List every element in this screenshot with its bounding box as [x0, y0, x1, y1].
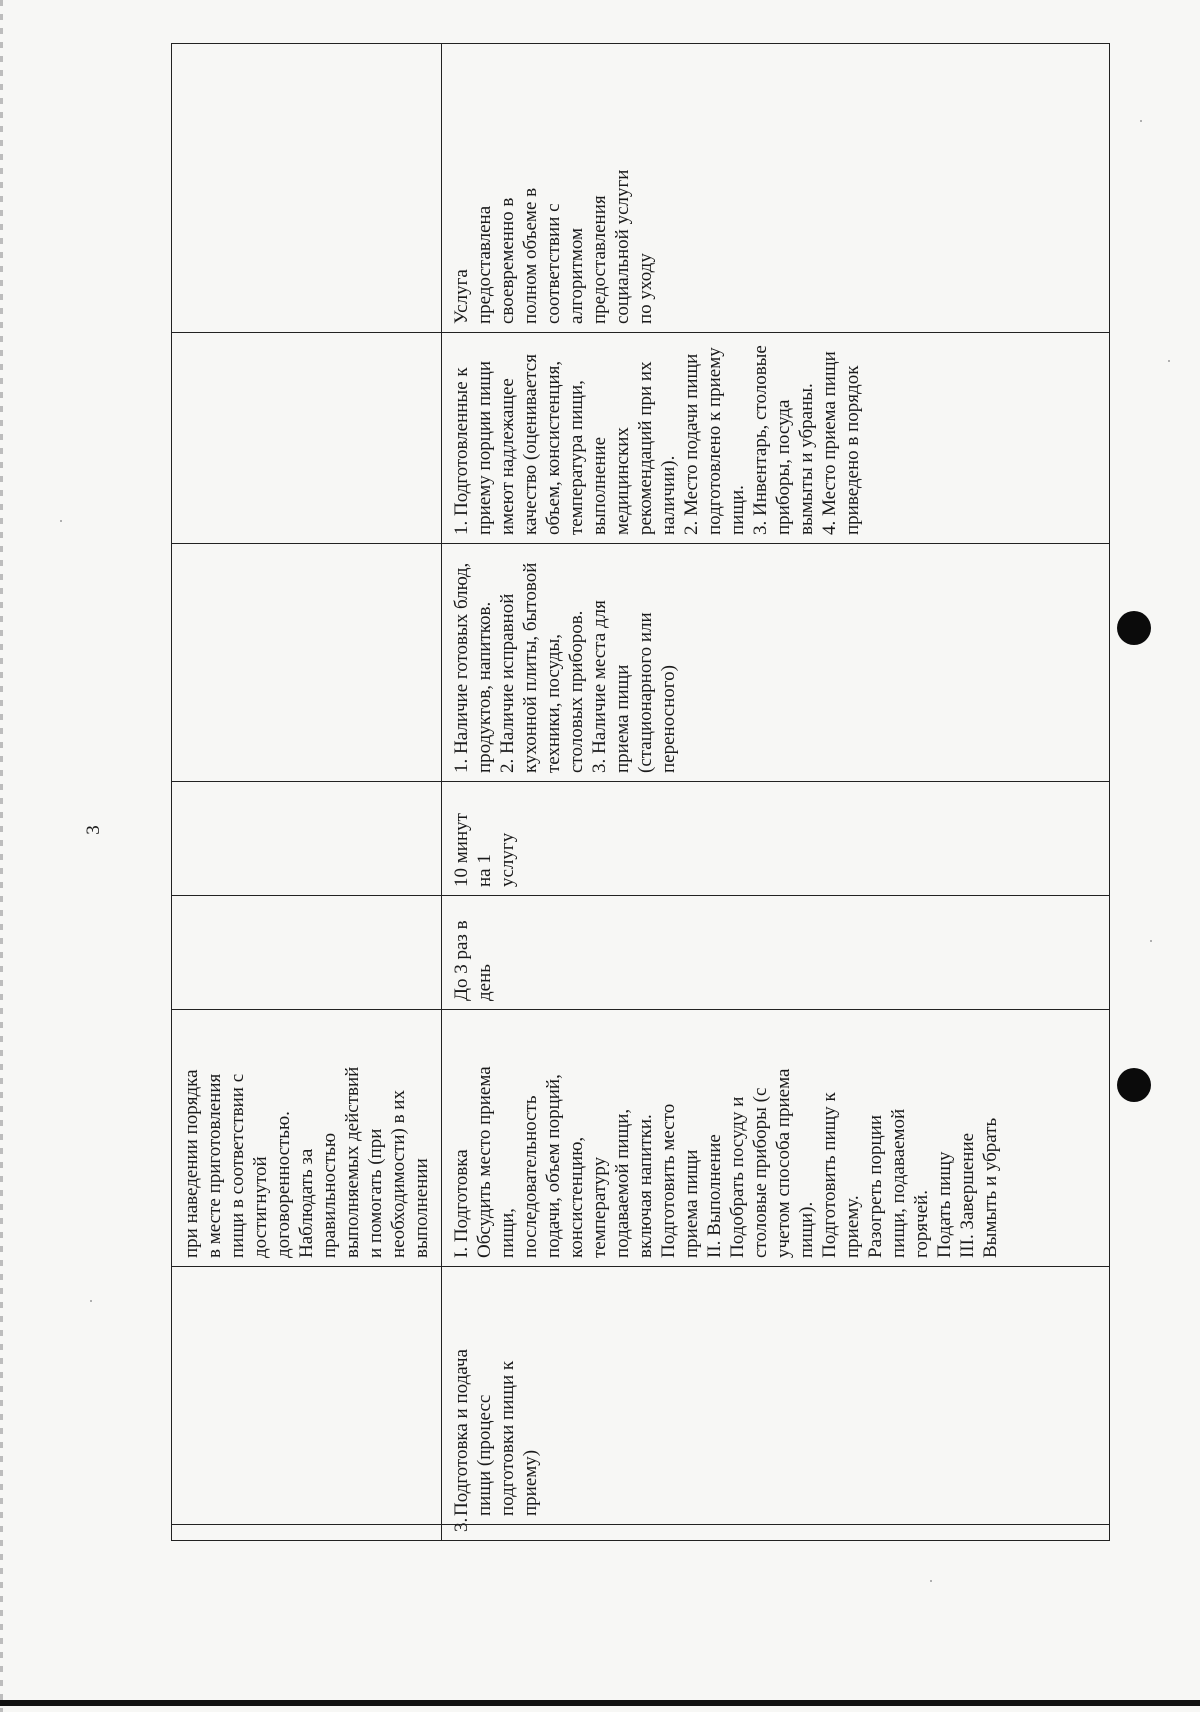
scan-speck	[1168, 360, 1170, 362]
cell-result-empty	[172, 333, 442, 544]
cell-row-number: 3.	[442, 1525, 1110, 1541]
scan-speck	[90, 1300, 92, 1302]
cell-duration: 10 минут на 1 услугу	[442, 782, 1110, 896]
cell-service-name-empty	[172, 1267, 442, 1525]
cell-description: I. Подготовка Обсудить место приема пищи, последовательность подачи, объем порций, консистенцию, температуру подаваемой пищи, включая напитки. Подготовить место приема пищи II. Выполнение Подобрать посуду и столовые приборы (с учетом способа приема пищи). Подготовить пищу к приему. Разогреть порции пищи, подаваемой горячей. Подать пищу III. Завершение Вымыть и убрать	[442, 1010, 1110, 1267]
cell-number-empty	[172, 1525, 442, 1541]
page-number: 3	[83, 825, 104, 835]
scan-speck	[930, 1580, 932, 1582]
cell-conditions: 1. Наличие готовых блюд, продуктов, напитков. 2. Наличие исправной кухонной плиты, бытовой техники, посуды, столовых приборов. 3. Наличие места для приема пищи (стационарного или переносного)	[442, 544, 1110, 782]
cell-duration-empty	[172, 782, 442, 896]
scan-bottom-edge	[0, 1700, 1200, 1706]
cell-conditions-empty	[172, 544, 442, 782]
cell-description-continuation: при наведении порядка в месте приготовления пищи в соответствии с достигнутой договоренностью. Наблюдать за правильностью выполняемых действий и помогать (при необходимости) в их выполнении	[172, 1010, 442, 1267]
punch-hole-lower	[1117, 1068, 1151, 1102]
table-row-3	[442, 44, 1110, 1541]
table-row-continuation	[172, 44, 442, 1541]
scan-left-edge	[0, 0, 3, 1712]
cell-quality-empty	[172, 44, 442, 333]
cell-frequency-empty	[172, 896, 442, 1010]
cell-result-indicators: 1. Подготовленные к приему порции пищи имеют надлежащее качество (оценивается объем, консистенция, температура пищи, выполнение медицинских рекомендаций при их наличии). 2. Место подачи пищи подготовлено к приему пищи. 3. Инвентарь, столовые приборы, посуда вымыты и убраны. 4. Место приема пищи приведено в порядок	[442, 333, 1110, 544]
scan-speck	[1140, 120, 1142, 122]
scan-speck	[60, 520, 62, 522]
service-standards-table	[171, 43, 1110, 1541]
cell-frequency: До 3 раз в день	[442, 896, 1110, 1010]
cell-quality-assessment: Услуга предоставлена своевременно в полном объеме в соответствии с алгоритмом предоставления социальной услуги по уходу	[442, 44, 1110, 333]
service-table-rotated	[171, 45, 1109, 1541]
scan-speck	[1150, 940, 1152, 942]
punch-hole-upper	[1117, 611, 1151, 645]
cell-service-name: Подготовка и подача пищи (процесс подготовки пищи к приему)	[442, 1267, 1110, 1525]
